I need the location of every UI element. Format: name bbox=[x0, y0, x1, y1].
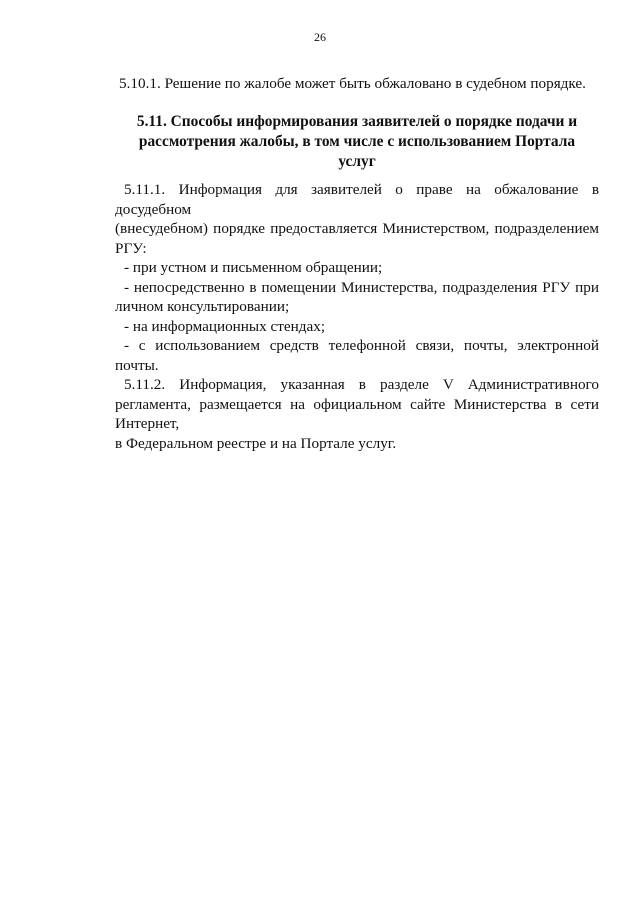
paragraph-5-11-2-line-3: в Федеральном реестре и на Портале услуг. bbox=[115, 434, 397, 452]
paragraph-5-11-1-line-1: 5.11.1. Информация для заявителей о праве на обжалование в досудебном bbox=[115, 181, 599, 218]
paragraph-5-10-1: 5.10.1. Решение по жалобе может быть обжаловано в судебном порядке. bbox=[119, 75, 586, 92]
list-item-premises-line-2: личном консультировании; bbox=[115, 298, 290, 315]
page-number: 26 bbox=[314, 30, 326, 44]
paragraph-5-11-2-line-1: 5.11.2. Информация, указанная в разделе V Административного bbox=[124, 376, 599, 393]
paragraph-5-11-1-line-2: (внесудебном) порядке предоставляется Министерством, подразделением РГУ: bbox=[115, 220, 599, 257]
list-item-oral-written: - при устном и письменном обращении; bbox=[124, 259, 383, 276]
heading-line-3: услуг bbox=[338, 153, 376, 170]
list-item-premises-line-1: - непосредственно в помещении Министерства, подразделения РГУ при bbox=[124, 278, 599, 296]
heading-line-2: рассмотрения жалобы, в том числе с использованием Портала bbox=[138, 133, 576, 150]
heading-line-1: 5.11. Способы информирования заявителей о порядке подачи и bbox=[136, 113, 578, 130]
paragraph-5-11-2-line-2: регламента, размещается на официальном сайте Министерства в сети Интернет, bbox=[115, 395, 599, 432]
list-item-telephone-mail: - с использованием средств телефонной связи, почты, электронной почты. bbox=[115, 337, 599, 374]
section-heading-5-11 bbox=[115, 112, 599, 172]
list-item-stands: - на информационных стендах; bbox=[124, 317, 326, 335]
section-body bbox=[115, 180, 599, 453]
